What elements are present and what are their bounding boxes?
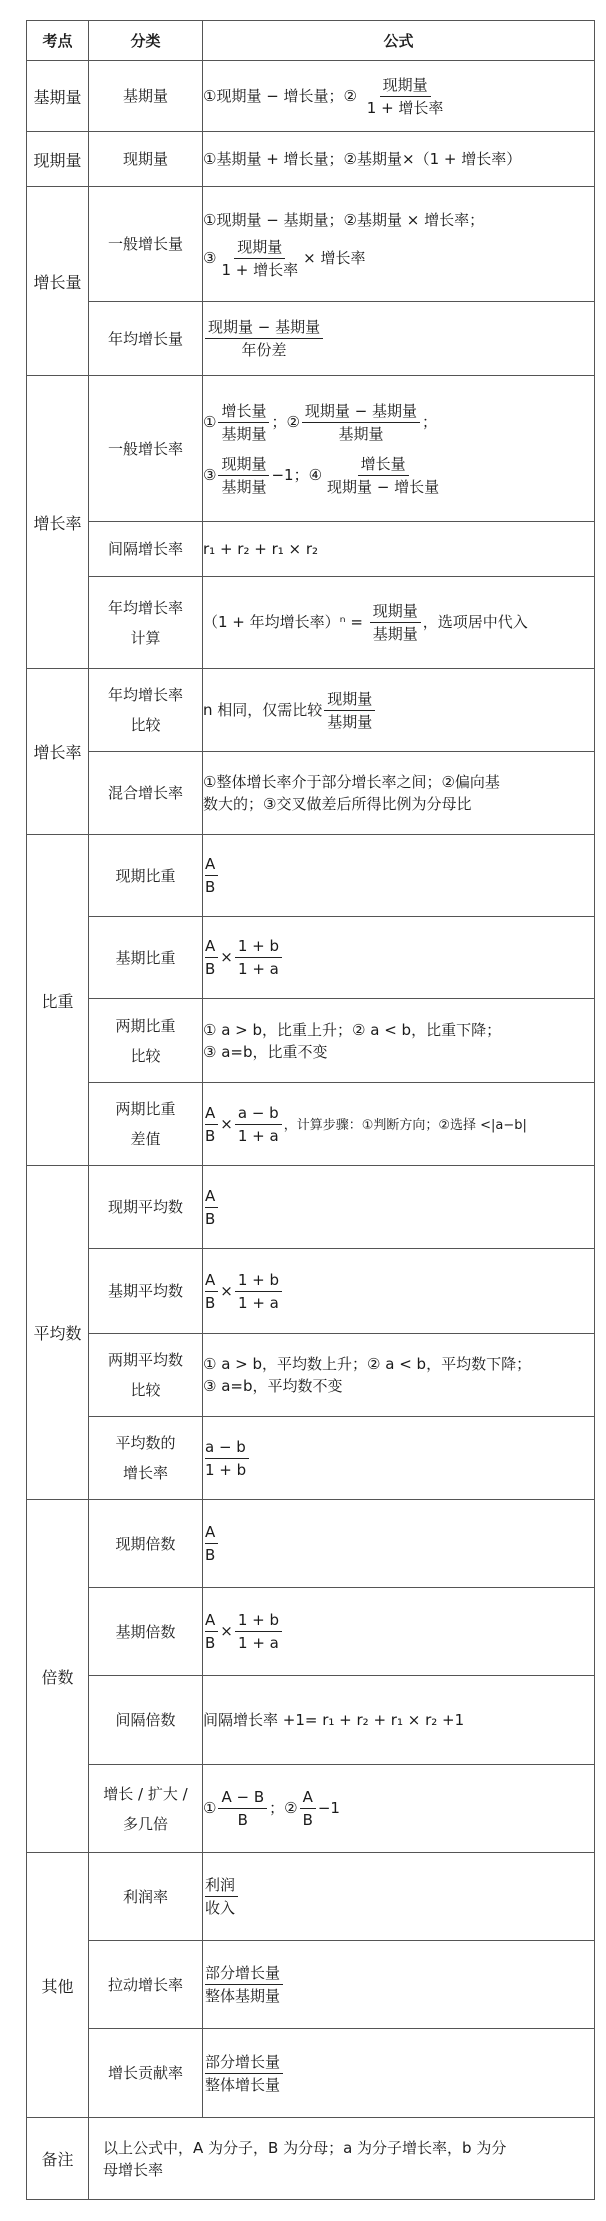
numerator: 利润 <box>205 1875 238 1897</box>
table-row <box>27 669 595 752</box>
numerator: 现期量 <box>234 237 285 259</box>
formula-cell <box>203 669 595 752</box>
fraction <box>218 454 269 497</box>
fraction <box>205 936 218 979</box>
category-line: 比较 <box>130 1381 161 1399</box>
fraction <box>205 317 323 360</box>
topic-cell: 现期量 <box>27 132 89 187</box>
category-cell: 混合增长率 <box>89 752 203 835</box>
formula-cell <box>203 522 595 577</box>
topic-cell: 比重 <box>27 835 89 1166</box>
numerator: A − B <box>218 1787 267 1809</box>
formula-text: −1； <box>271 465 309 484</box>
denominator: 1 + a <box>237 1126 279 1145</box>
topic-cell: 基期量 <box>27 61 89 132</box>
table-row <box>27 1417 595 1500</box>
formula-line <box>203 1103 527 1145</box>
category-line: 增长率 <box>122 1464 168 1482</box>
formula-suffix: × 增长率 <box>303 248 366 267</box>
numerator: A <box>205 1610 218 1632</box>
table-row <box>27 752 595 835</box>
formula-cell <box>203 1166 595 1249</box>
formula-cell <box>203 917 595 999</box>
formula-suffix: −1 <box>317 1799 340 1817</box>
formula-cell <box>203 1249 595 1334</box>
formula-cell <box>203 1500 595 1588</box>
fraction <box>235 1610 282 1653</box>
numerator: 现期量 <box>324 689 375 711</box>
times-sign: × <box>220 1281 233 1300</box>
numerator: 1 + b <box>235 936 282 958</box>
formula-cell <box>203 752 595 835</box>
formula-cell <box>203 61 595 132</box>
formula-text: ①现期量 − 增长量；② <box>203 86 362 105</box>
numerator: 现期量 <box>218 454 269 476</box>
fraction <box>324 454 442 497</box>
category-cell <box>89 1765 203 1853</box>
table-row <box>27 1941 595 2029</box>
category-cell: 增长贡献率 <box>89 2029 203 2118</box>
category-cell: 年均增长量 <box>89 302 203 376</box>
denominator: 基期量 <box>221 424 267 443</box>
numerator: a − b <box>235 1103 282 1125</box>
fraction <box>205 1522 218 1565</box>
denominator: 1 + a <box>238 960 279 978</box>
formula-cell <box>203 577 595 669</box>
header-topic: 考点 <box>27 21 89 61</box>
category-line: 多几倍 <box>122 1814 168 1833</box>
table-row <box>27 577 595 669</box>
times-sign: × <box>220 948 233 966</box>
numerator: 现期量 <box>370 601 421 623</box>
numerator: A <box>205 1103 218 1125</box>
table-row <box>27 522 595 577</box>
formula-line <box>203 454 594 497</box>
fraction <box>218 401 269 444</box>
formula-cell <box>203 302 595 376</box>
category-cell <box>89 669 203 752</box>
header-row <box>27 21 595 61</box>
category-line: 年均增长率 <box>107 598 183 617</box>
fraction <box>235 1103 282 1146</box>
formula-prefix: ① <box>203 1799 217 1817</box>
topic-cell: 增长率 <box>27 376 89 669</box>
formula-table <box>26 20 595 2200</box>
denominator: B <box>205 1126 216 1145</box>
fraction <box>205 1963 283 2006</box>
denominator: B <box>237 1811 248 1829</box>
category-line: 两期比重 <box>115 1100 176 1118</box>
formula-prefix: ；② <box>269 1799 298 1817</box>
fraction <box>205 1103 218 1146</box>
numerator: 部分增长量 <box>205 2052 283 2074</box>
category-line: 增长 / 扩大 / <box>103 1784 188 1803</box>
category-cell: 一般增长率 <box>89 376 203 522</box>
formula-line: 数大的；③交叉做差后所得比例为分母比 <box>203 795 472 813</box>
denominator: 整体基期量 <box>205 1987 281 2005</box>
denominator: 基期量 <box>221 477 267 496</box>
category-cell: 基期量 <box>89 61 203 132</box>
table-row <box>27 1676 595 1765</box>
denominator: 1 + 增长率 <box>221 260 299 279</box>
topic-cell: 增长率 <box>27 669 89 835</box>
denominator: B <box>205 878 216 896</box>
fraction <box>218 237 301 280</box>
topic-cell: 备注 <box>27 2118 89 2200</box>
denominator: 1 + a <box>238 1293 279 1312</box>
formula-line: ①整体增长率介于部分增长率之间；②偏向基 <box>203 773 500 791</box>
formula-text: n 相同，仅需比较 <box>203 700 323 719</box>
formula-line: ① a > b，比重上升；② a < b，比重下降； <box>203 1020 502 1039</box>
category-line: 比较 <box>130 1046 161 1065</box>
formula-cell <box>203 187 595 302</box>
table-row <box>27 132 595 187</box>
category-line: 计算 <box>130 628 161 647</box>
table-row <box>27 1500 595 1588</box>
formula-cell <box>203 1765 595 1853</box>
times-sign: × <box>220 1114 233 1133</box>
formula-prefix: ③ <box>203 248 217 267</box>
category-cell <box>89 999 203 1083</box>
table-row <box>27 835 595 917</box>
table-row <box>27 2118 595 2200</box>
formula-cell <box>203 1853 595 1941</box>
fraction <box>235 936 282 979</box>
fraction <box>205 2052 283 2095</box>
formula-prefix: ；② <box>271 412 300 431</box>
formula-cell <box>203 1417 595 1500</box>
denominator: 收入 <box>205 1899 236 1917</box>
fraction <box>300 1787 316 1830</box>
note-line: 母增长率 <box>103 2160 164 2179</box>
table-row <box>27 917 595 999</box>
fraction <box>218 1787 267 1830</box>
formula-line: ①现期量 − 基期量；②基期量 × 增长率； <box>203 210 485 229</box>
denominator: 1 + b <box>205 1460 247 1479</box>
formula-text: ①基期量 + 增长量；②基期量×（1 + 增长率） <box>203 150 522 168</box>
fraction <box>235 1270 282 1313</box>
header-formula: 公式 <box>203 21 595 61</box>
numerator: A <box>300 1787 316 1809</box>
category-cell: 一般增长量 <box>89 187 203 302</box>
header-category: 分类 <box>89 21 203 61</box>
category-cell: 现期平均数 <box>89 1166 203 1249</box>
numerator: A <box>205 1522 218 1544</box>
times-sign: × <box>220 1622 233 1640</box>
category-line: 两期比重 <box>115 1016 176 1035</box>
formula-text: r₁ + r₂ + r₁ × r₂ <box>203 540 319 558</box>
denominator: B <box>205 1546 216 1564</box>
table-row <box>27 1765 595 1853</box>
denominator: 1 + a <box>238 1634 279 1652</box>
category-cell: 基期比重 <box>89 917 203 999</box>
denominator: 基期量 <box>338 424 384 443</box>
numerator: 现期量 − 基期量 <box>205 317 323 339</box>
note-cell <box>89 2118 595 2200</box>
category-line: 差值 <box>130 1130 161 1148</box>
table-row <box>27 187 595 302</box>
denominator: 年份差 <box>241 341 287 359</box>
numerator: 增长量 <box>218 401 269 423</box>
category-line: 比较 <box>130 716 161 734</box>
numerator: A <box>205 936 218 958</box>
category-cell: 基期倍数 <box>89 1588 203 1676</box>
numerator: 部分增长量 <box>205 1963 283 1985</box>
fraction <box>370 601 421 644</box>
category-cell: 间隔倍数 <box>89 1676 203 1765</box>
formula-cell <box>203 1676 595 1765</box>
denominator: 1 + 增长率 <box>366 98 444 117</box>
category-cell <box>89 1417 203 1500</box>
category-cell <box>89 1334 203 1417</box>
fraction <box>205 1437 249 1480</box>
denominator: 基期量 <box>372 625 418 643</box>
formula-cell <box>203 1083 595 1166</box>
formula-line: ③ a=b，平均数不变 <box>203 1377 343 1395</box>
numerator: a − b <box>205 1437 249 1459</box>
formula-cell <box>203 999 595 1083</box>
fraction <box>205 1875 238 1918</box>
category-cell: 间隔增长率 <box>89 522 203 577</box>
numerator: 1 + b <box>235 1610 282 1632</box>
formula-cell <box>203 1588 595 1676</box>
denominator: 整体增长量 <box>205 2075 281 2094</box>
table-row <box>27 1334 595 1417</box>
fraction <box>324 689 375 732</box>
table-row <box>27 2029 595 2118</box>
formula-line: ③ a=b，比重不变 <box>203 1042 328 1061</box>
denominator: B <box>302 1811 313 1829</box>
note-line: 以上公式中，A 为分子，B 为分母；a 为分子增长率，b 为分 <box>103 2138 507 2157</box>
denominator: 现期量 − 增长量 <box>327 477 440 496</box>
numerator: A <box>205 854 218 876</box>
formula-prefix: ③ <box>203 465 217 484</box>
table-row <box>27 1083 595 1166</box>
fraction <box>205 1270 218 1313</box>
table-row <box>27 1853 595 1941</box>
formula-suffix: ； <box>422 412 438 431</box>
category-line: 两期平均数 <box>107 1351 183 1369</box>
topic-cell: 增长量 <box>27 187 89 376</box>
category-cell: 基期平均数 <box>89 1249 203 1334</box>
formula-cell <box>203 835 595 917</box>
category-cell: 利润率 <box>89 1853 203 1941</box>
category-line: 年均增长率 <box>107 686 183 704</box>
fraction <box>205 1186 218 1229</box>
formula-prefix: ① <box>203 412 217 431</box>
formula-line <box>203 237 594 280</box>
numerator: 现期量 − 基期量 <box>302 401 420 423</box>
table-row <box>27 376 595 522</box>
formula-cell <box>203 132 595 187</box>
table-row <box>27 61 595 132</box>
formula-text: ，计算步骤：①判断方向；②选择 <|a−b| <box>283 1117 527 1133</box>
denominator: 基期量 <box>327 712 373 731</box>
fraction <box>205 854 218 897</box>
category-cell <box>89 1083 203 1166</box>
formula-text: 间隔增长率 +1= r₁ + r₂ + r₁ × r₂ +1 <box>203 1711 465 1729</box>
numerator: A <box>205 1270 218 1292</box>
numerator: 增长量 <box>358 454 409 476</box>
table-row <box>27 1166 595 1249</box>
table-row <box>27 999 595 1083</box>
category-cell: 现期倍数 <box>89 1500 203 1588</box>
formula-cell <box>203 1941 595 2029</box>
category-cell: 现期比重 <box>89 835 203 917</box>
denominator: B <box>205 1634 216 1652</box>
table-row <box>27 1249 595 1334</box>
topic-cell: 其他 <box>27 1853 89 2118</box>
formula-cell <box>203 1334 595 1417</box>
numerator: 现期量 <box>380 75 431 97</box>
category-cell <box>89 577 203 669</box>
category-cell: 拉动增长率 <box>89 1941 203 2029</box>
formula-text: （1 + 年均增长率）ⁿ = <box>203 613 368 631</box>
table-row <box>27 1588 595 1676</box>
formula-text: ，选项居中代入 <box>422 613 528 631</box>
denominator: B <box>205 1293 216 1312</box>
fraction <box>205 1610 218 1653</box>
numerator: A <box>205 1186 218 1208</box>
category-cell: 现期量 <box>89 132 203 187</box>
category-line: 平均数的 <box>115 1434 176 1452</box>
numerator: 1 + b <box>235 1270 282 1292</box>
formula-cell <box>203 376 595 522</box>
topic-cell: 平均数 <box>27 1166 89 1500</box>
denominator: B <box>205 1209 216 1228</box>
formula-prefix: ④ <box>308 465 323 484</box>
table-row <box>27 302 595 376</box>
fraction <box>364 75 447 118</box>
formula-line: ① a > b，平均数上升；② a < b，平均数下降； <box>203 1355 532 1373</box>
denominator: B <box>205 960 216 978</box>
formula-line <box>203 401 594 444</box>
formula-cell <box>203 2029 595 2118</box>
fraction <box>302 401 420 444</box>
topic-cell: 倍数 <box>27 1500 89 1853</box>
